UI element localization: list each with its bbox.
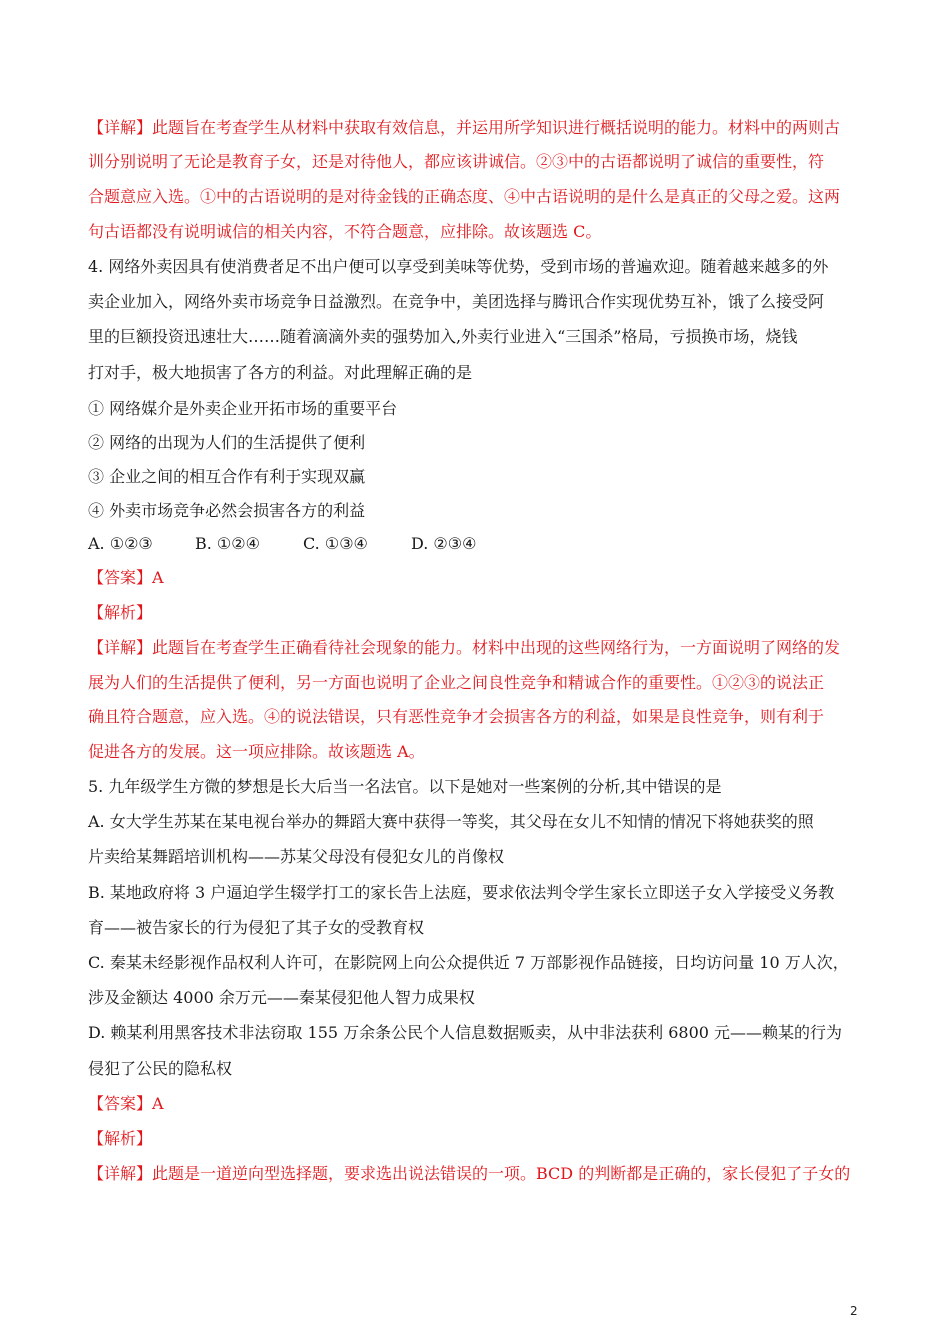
q5-option-b-line-1: B. 某地政府将 3 户逼迫学生辍学打工的家长告上法庭，要求依法判令学生家长立即送子女入学接受义务教 [88, 883, 835, 902]
q4-answer: 【答案】A [88, 568, 164, 587]
q5-answer: 【答案】A [88, 1094, 164, 1113]
q4-statement-1: ① 网络媒介是外卖企业开拓市场的重要平台 [88, 399, 398, 418]
q4-analysis-label: 【解析】 [88, 603, 153, 622]
q5-analysis-label: 【解析】 [88, 1129, 153, 1148]
q4-stem-line-2: 卖企业加入，网络外卖市场竞争日益激烈。在竞争中，美团选择与腾讯合作实现优势互补，饿了么接受阿 [88, 292, 825, 311]
q5-option-d-line-1: D. 赖某利用黑客技术非法窃取 155 万余条公民个人信息数据贩卖，从中非法获利 6800 元——赖某的行为 [88, 1023, 843, 1042]
q4-statement-3: ③ 企业之间的相互合作有利于实现双赢 [88, 467, 366, 486]
q4-option-c: C. ①③④ [303, 534, 368, 553]
q4-detail-line-1: 【详解】此题旨在考查学生正确看待社会现象的能力。材料中出现的这些网络行为，一方面说明了网络的发 [88, 638, 841, 657]
q3-detail-line-1: 【详解】此题旨在考查学生从材料中获取有效信息，并运用所学知识进行概括说明的能力。材料中的两则古 [88, 118, 841, 137]
q4-detail-line-4: 促进各方的发展。这一项应排除。故该题选 A。 [88, 742, 425, 761]
q4-option-d: D. ②③④ [411, 534, 477, 553]
q5-option-c-line-2: 涉及金额达 4000 余万元——秦某侵犯他人智力成果权 [88, 988, 475, 1007]
q4-option-a: A. ①②③ [88, 534, 153, 553]
q4-stem-line-4: 打对手，极大地损害了各方的利益。对此理解正确的是 [88, 363, 473, 382]
q5-detail-line-1: 【详解】此题是一道逆向型选择题，要求选出说法错误的一项。BCD 的判断都是正确的，家长侵犯了子女的 [88, 1164, 851, 1183]
q3-detail-line-2: 训分别说明了无论是教育子女，还是对待他人，都应该讲诚信。②③中的古语都说明了诚信的重要性，符 [88, 152, 825, 171]
q4-statement-2: ② 网络的出现为人们的生活提供了便利 [88, 433, 366, 452]
q5-option-c-line-1: C. 秦某未经影视作品权利人许可，在影院网上向公众提供近 7 万部影视作品链接，日均访问量 10 万人次， [88, 953, 849, 972]
page-number: 2 [850, 1304, 858, 1318]
q4-option-b: B. ①②④ [195, 534, 260, 553]
q3-detail-line-3: 合题意应入选。①中的古语说明的是对待金钱的正确态度、④中古语说明的是什么是真正的父母之爱。这两 [88, 187, 841, 206]
q4-detail-line-3: 确且符合题意，应入选。④的说法错误，只有恶性竞争才会损害各方的利益，如果是良性竞争，则有利于 [88, 707, 825, 726]
q5-option-d-line-2: 侵犯了公民的隐私权 [88, 1059, 233, 1078]
q4-stem-line-3: 里的巨额投资迅速壮大……随着滴滴外卖的强势加入,外卖行业进入“三国杀”格局，亏损换市场，烧钱 [88, 327, 798, 346]
q5-option-a-line-2: 片卖给某舞蹈培训机构——苏某父母没有侵犯女儿的肖像权 [88, 847, 505, 866]
q5-stem: 5. 九年级学生方微的梦想是长大后当一名法官。以下是她对一些案例的分析,其中错误的是 [88, 777, 722, 796]
q4-detail-line-2: 展为人们的生活提供了便利，另一方面也说明了企业之间良性竞争和精诚合作的重要性。①②③的说法正 [88, 673, 825, 692]
q5-option-b-line-2: 育——被告家长的行为侵犯了其子女的受教育权 [88, 918, 425, 937]
q4-statement-4: ④ 外卖市场竞争必然会损害各方的利益 [88, 501, 366, 520]
q3-detail-line-4: 句古语都没有说明诚信的相关内容，不符合题意，应排除。故该题选 C。 [88, 222, 602, 241]
q5-option-a-line-1: A. 女大学生苏某在某电视台举办的舞蹈大赛中获得一等奖，其父母在女儿不知情的情况下将她获奖的照 [88, 812, 814, 831]
q4-options-row [88, 533, 508, 555]
q4-stem-line-1: 4. 网络外卖因具有使消费者足不出户便可以享受到美味等优势，受到市场的普遍欢迎。随着越来越多的外 [88, 257, 829, 276]
